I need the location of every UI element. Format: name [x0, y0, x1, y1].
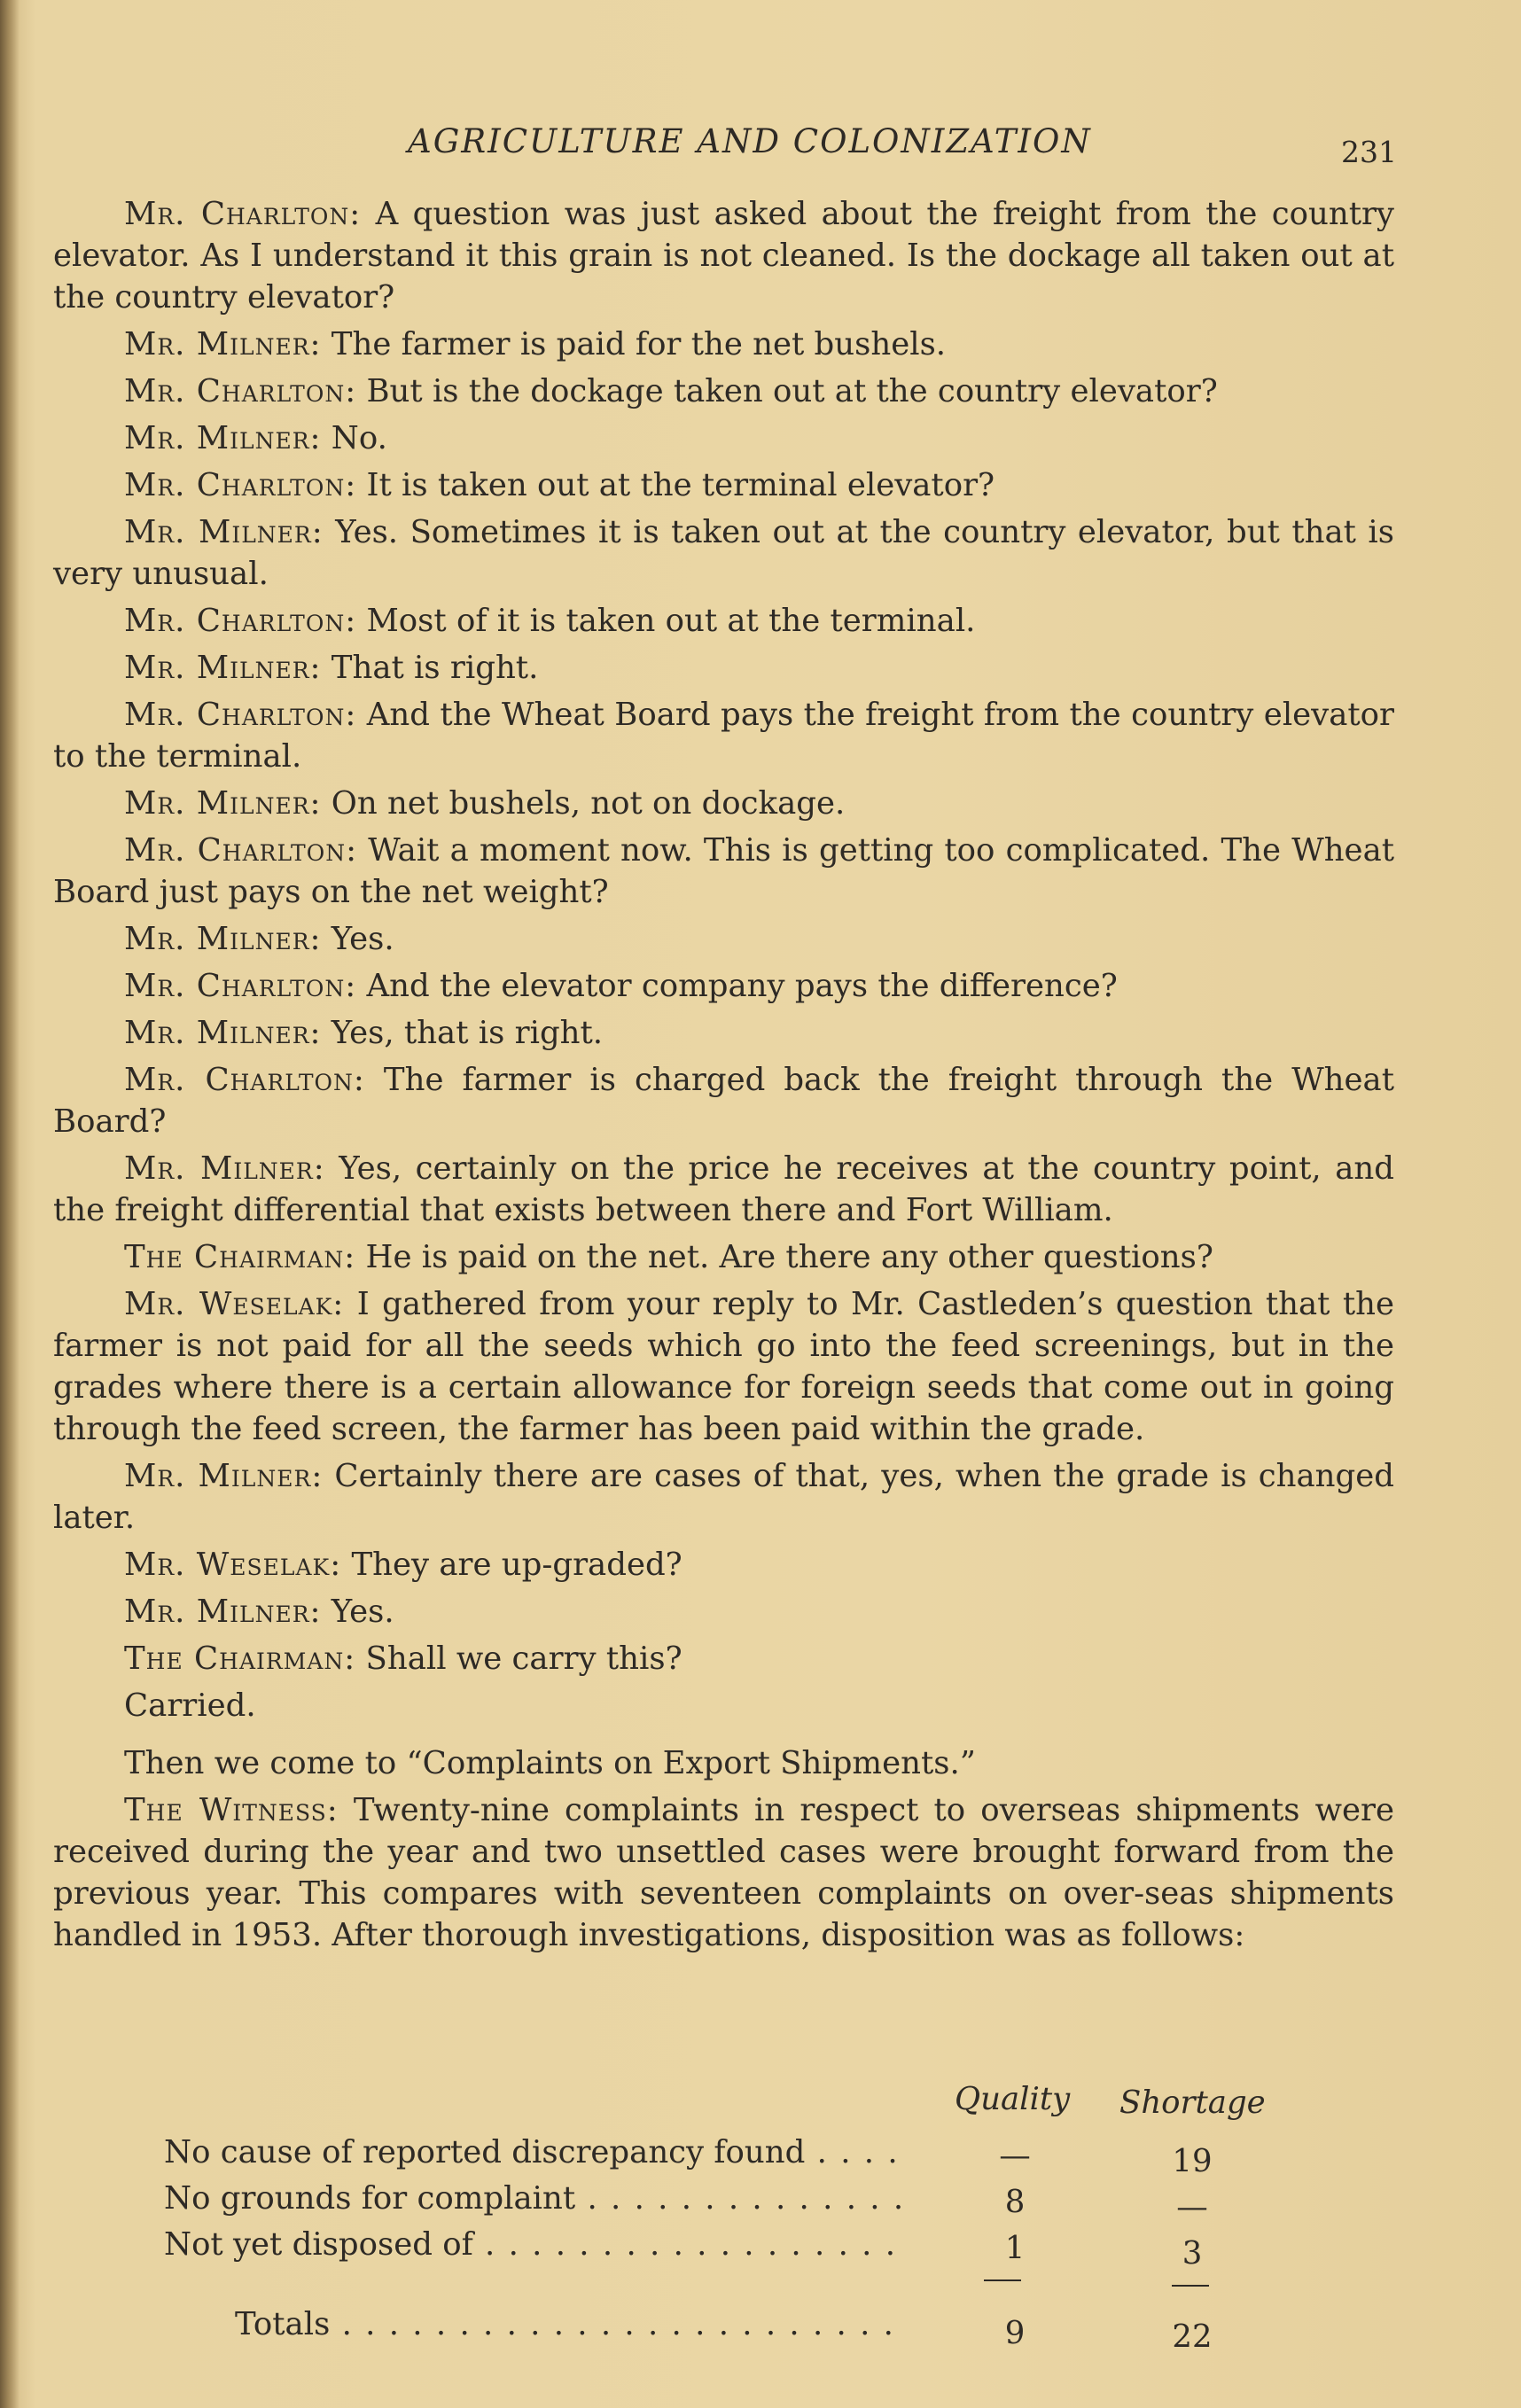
totals-label: Totals . . . [235, 2306, 900, 2342]
dialogue-paragraph [53, 1638, 1394, 1679]
speaker-name: Mr. Charlton: [124, 373, 357, 409]
speaker-name: Mr. Milner: [124, 650, 322, 686]
dialogue-paragraph [53, 1742, 1394, 1784]
paragraph-text: That is right. [331, 650, 539, 686]
dialogue-paragraph [53, 511, 1394, 595]
speaker-name: Mr. Milner: [124, 1015, 322, 1051]
paragraph-text: And the Wheat Board pays the freight from the country elevator to the terminal. [53, 697, 1395, 775]
table-row [160, 2180, 1312, 2226]
paragraph-text: But is the dockage taken out at the country elevator? [366, 373, 1218, 409]
speaker-name: The Witness: [124, 1792, 339, 1828]
paragraph-text: Twenty-nine complaints in respect to overseas shipments were received during the year and two unsettled cases were brought forward from the previous year. This compares with seventeen complaints on over-seas shipments handled in 1953. After thorough investigations, disposition was as follows: [53, 1792, 1394, 1953]
dialogue-paragraph [53, 1059, 1394, 1142]
dialogue-paragraph [53, 965, 1394, 1007]
dialogue-paragraph [53, 600, 1394, 642]
paragraph-text: On net bushels, not on dockage. [331, 785, 846, 822]
dialogue-paragraph [53, 1236, 1394, 1278]
speaker-name: Mr. Charlton: [124, 832, 358, 869]
paragraph-text: Yes, that is right. [331, 1015, 604, 1051]
speaker-name: Mr. Charlton: [124, 196, 362, 232]
speaker-name: Mr. Weselak: [124, 1286, 345, 1322]
row-label: No grounds for complaint . . . [164, 2180, 904, 2217]
row-shortage: 3 [1182, 2235, 1203, 2272]
totals-shortage: 22 [1172, 2318, 1213, 2355]
speaker-name: Mr. Milner: [124, 1594, 322, 1630]
paragraph-text: No. [331, 420, 387, 456]
dialogue-paragraph [53, 1012, 1394, 1054]
dialogue-paragraph [53, 193, 1394, 318]
dialogue-paragraph [53, 694, 1394, 777]
dialogue-paragraph [53, 918, 1394, 960]
column-header-shortage: Shortage [1119, 2085, 1266, 2121]
paragraph-text: He is paid on the net. Are there any other questions? [365, 1239, 1213, 1275]
speaker-name: The Chairman: [124, 1239, 356, 1275]
speaker-name: Mr. Milner: [124, 921, 322, 957]
dialogue-paragraph [53, 1544, 1394, 1586]
paragraph-text: The farmer is paid for the net bushels. [331, 326, 947, 362]
speaker-name: Mr. Milner: [124, 1150, 325, 1187]
paragraph-text: Yes. [331, 1594, 394, 1630]
column-header-quality: Quality [955, 2081, 1071, 2117]
table-row [160, 2226, 1312, 2272]
paragraph-text: Yes. [331, 921, 394, 957]
total-rules [160, 2272, 1312, 2306]
running-title: AGRICULTURE AND COLONIZATION [408, 122, 1092, 160]
row-label: No cause of reported discrepancy found . . . [164, 2134, 904, 2170]
dialogue-paragraph [53, 417, 1394, 459]
paragraph-text: And the elevator company pays the difference? [366, 968, 1118, 1004]
row-quality: 1 [1004, 2230, 1026, 2266]
paragraph-text: A question was just asked about the freight from the country elevator. As I understand it this grain is not cleaned. Is the dockage all taken out at the country elevator? [53, 196, 1394, 316]
paragraph-text: The farmer is charged back the freight through the Wheat Board? [53, 1062, 1394, 1140]
totals-quality: 9 [1004, 2315, 1026, 2351]
dialogue-paragraph [53, 323, 1394, 365]
paragraph-text: They are up-graded? [351, 1547, 682, 1583]
dialogue-paragraph [53, 370, 1394, 412]
dialogue-paragraph [53, 1283, 1394, 1450]
speaker-name: The Chairman: [124, 1640, 356, 1677]
speaker-name: Mr. Milner: [124, 514, 324, 550]
dialogue-paragraph [53, 1789, 1394, 1956]
paragraph-text: Shall we carry this? [365, 1640, 682, 1677]
speaker-name: Mr. Milner: [124, 785, 322, 822]
complaints-table [160, 2081, 1312, 2355]
row-quality: — [999, 2138, 1031, 2174]
paragraph-text: Certainly there are cases of that, yes, when the grade is changed later. [53, 1458, 1394, 1536]
speaker-name: Mr. Milner: [124, 326, 322, 362]
page-number: 231 [1341, 135, 1397, 169]
speaker-name: Mr. Charlton: [124, 467, 357, 503]
paragraph-text: Most of it is taken out at the terminal. [366, 603, 976, 639]
dialogue-paragraph [53, 1148, 1394, 1231]
book-spine-shadow [0, 0, 20, 2408]
page-header [408, 122, 1397, 167]
speaker-name: Mr. Charlton: [124, 697, 357, 733]
speaker-name: Mr. Milner: [124, 420, 322, 456]
page-body [53, 193, 1394, 1961]
speaker-name: Mr. Weselak: [124, 1547, 342, 1583]
shortage-total-rule [1172, 2285, 1209, 2287]
dialogue-paragraph [53, 783, 1394, 824]
dialogue-paragraph [53, 1591, 1394, 1633]
dialogue-paragraph [53, 830, 1394, 913]
paragraph-text: Yes, certainly on the price he receives at the country point, and the freight differential that exists between there and Fort William. [53, 1150, 1394, 1228]
speaker-name: Mr. Charlton: [124, 603, 357, 639]
dialogue-paragraph [53, 464, 1394, 506]
table-row [160, 2134, 1312, 2180]
dialogue-paragraph [53, 647, 1394, 689]
dialogue-paragraph [53, 1685, 1394, 1726]
totals-row [160, 2306, 1312, 2355]
quality-total-rule [984, 2279, 1021, 2281]
speaker-name: Mr. Milner: [124, 1458, 324, 1494]
paragraph-text: It is taken out at the terminal elevator? [366, 467, 995, 503]
speaker-name: Mr. Charlton: [124, 1062, 365, 1098]
row-shortage: — [1176, 2189, 1208, 2225]
speaker-name: Mr. Charlton: [124, 968, 357, 1004]
row-shortage: 19 [1172, 2143, 1213, 2179]
paragraph-text: Yes. Sometimes it is taken out at the country elevator, but that is very unusual. [53, 514, 1394, 592]
paragraph-text: Carried. [124, 1687, 256, 1724]
table-header [160, 2081, 1312, 2134]
row-label: Not yet disposed of . . . [164, 2226, 904, 2263]
dialogue-paragraph [53, 1455, 1394, 1539]
paragraph-text: I gathered from your reply to Mr. Castleden’s question that the farmer is not paid for all the seeds which go into the feed screenings, but in the grades where there is a certain allowance for foreign seeds that come out in going through the feed screen, the farmer has been paid within the grade. [53, 1286, 1394, 1447]
paragraph-text: Wait a moment now. This is getting too complicated. The Wheat Board just pays on the net weight? [53, 832, 1394, 910]
paragraph-text: Then we come to “Complaints on Export Shipments.” [124, 1745, 976, 1781]
row-quality: 8 [1004, 2184, 1026, 2220]
